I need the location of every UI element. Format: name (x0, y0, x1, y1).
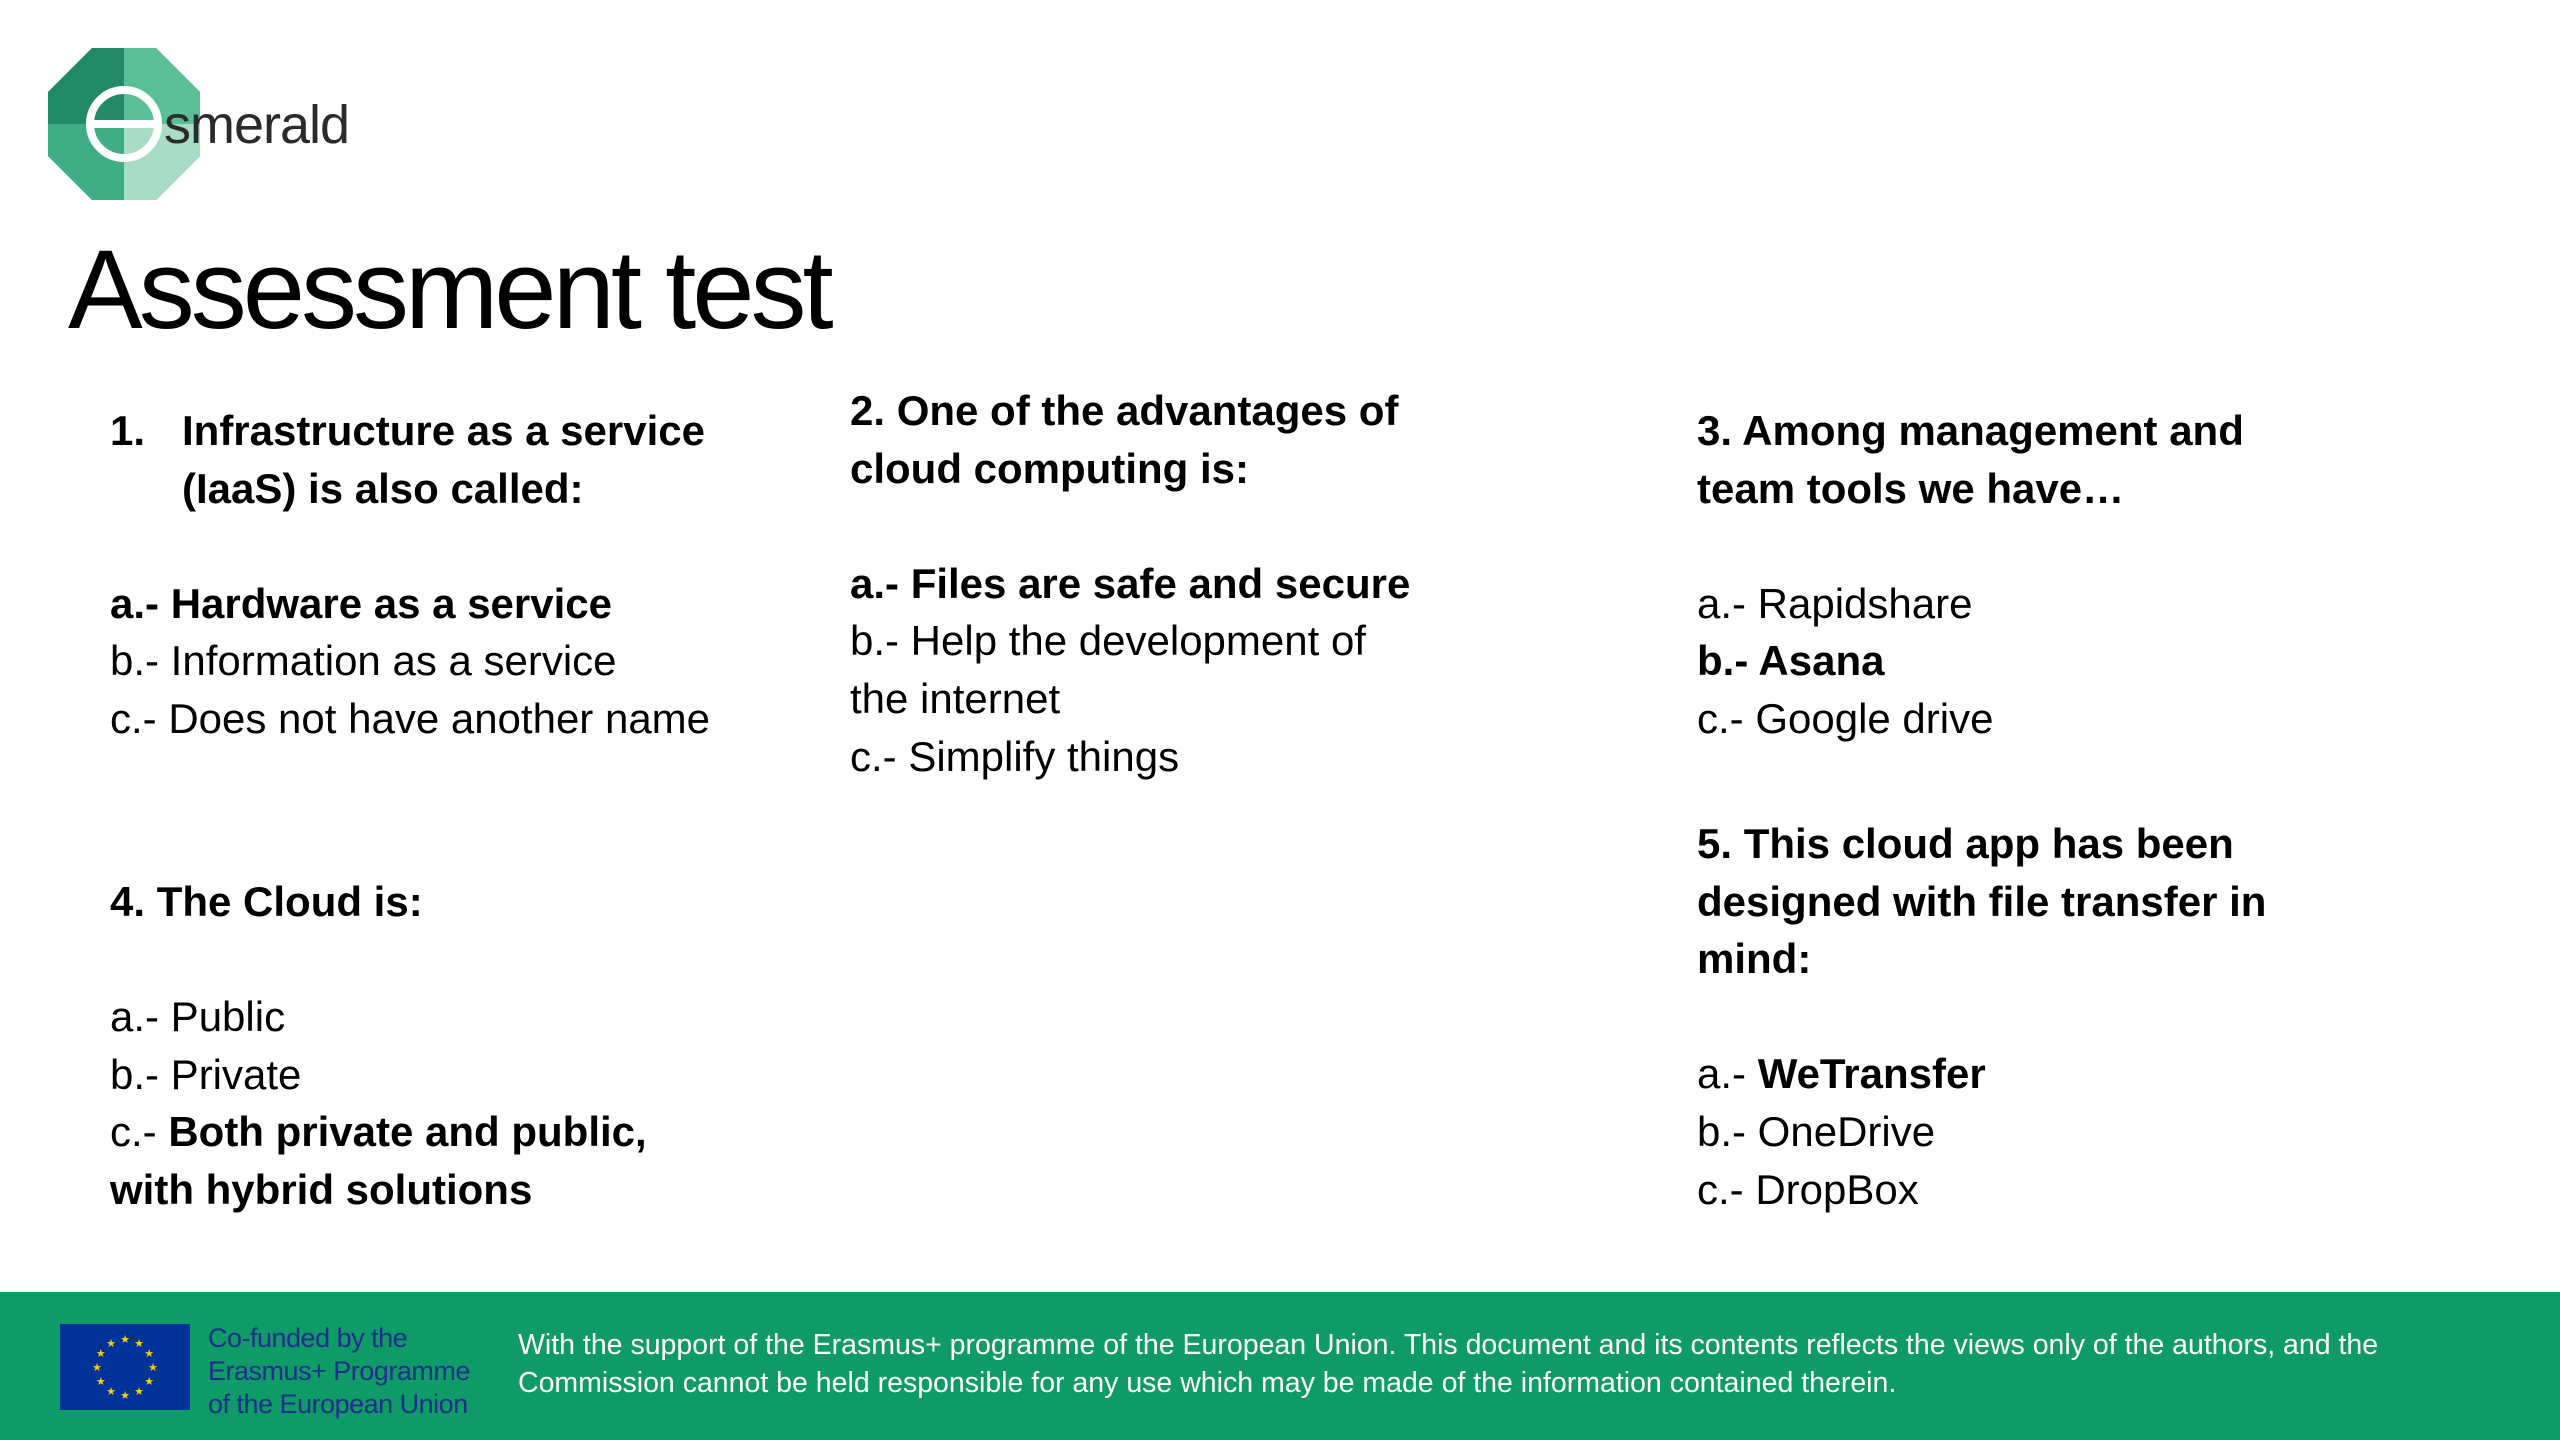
esmerald-logo (44, 48, 374, 200)
logo-text: smerald (164, 95, 350, 155)
question-5-option-b: b.- OneDrive (1697, 1107, 1936, 1155)
eu-star: ★ (92, 1362, 102, 1374)
eu-star: ★ (134, 1337, 144, 1350)
question-1-title (110, 402, 730, 517)
footer-disclaimer: With the support of the Erasmus+ programme of the European Union. This document and its contents reflects the views only of the authors, and the Commission cannot be held responsible for any use which may be made of the information contained therein. (518, 1329, 2379, 1399)
question-1 (110, 402, 730, 748)
question-5-option-a: a.- WeTransfer (1697, 1050, 1986, 1098)
question-1-number: 1. (110, 407, 146, 454)
eu-star: ★ (134, 1386, 144, 1399)
question-5-option-c: c.- DropBox (1697, 1165, 1919, 1213)
question-4-option-c: c.- Both private and public, with hybrid solutions (110, 1108, 647, 1213)
eu-star: ★ (120, 1390, 130, 1402)
question-2 (850, 382, 1430, 785)
question-3-text: 3. Among management and team tools we have… (1697, 407, 2244, 512)
question-1-option-b: b.- Information as a service (110, 637, 617, 685)
question-1-option-c: c.- Does not have another name (110, 694, 711, 742)
erasmus-label: Co-funded by the Erasmus+ Programme of the European Union (208, 1323, 470, 1419)
question-4-text: 4. The Cloud is: (110, 878, 423, 925)
question-5-text: 5. This cloud app has been designed with file transfer in mind: (1697, 820, 2267, 983)
eu-star: ★ (144, 1348, 155, 1360)
question-2-option-c: c.- Simplify things (850, 732, 1180, 780)
question-5 (1697, 815, 2317, 1218)
question-2-text: 2. One of the advantages of cloud computing is: (850, 387, 1399, 492)
page-title: Assessment test (68, 227, 830, 352)
question-1-text: Infrastructure as a service (IaaS) is also called: (182, 407, 705, 512)
eu-star: ★ (95, 1348, 106, 1360)
eu-star: ★ (95, 1376, 106, 1388)
question-2-option-b: b.- Help the development of the internet (850, 617, 1366, 722)
eu-star: ★ (144, 1376, 155, 1388)
question-3 (1697, 402, 2317, 748)
eu-star: ★ (120, 1334, 130, 1346)
eu-star: ★ (148, 1362, 158, 1374)
question-3-option-c: c.- Google drive (1697, 694, 1994, 742)
question-4-option-b: b.- Private (110, 1050, 302, 1098)
question-2-option-a: a.- Files are safe and secure (850, 559, 1411, 607)
eu-star: ★ (106, 1337, 116, 1350)
question-3-option-a: a.- Rapidshare (1697, 579, 1973, 627)
eu-flag-icon (60, 1324, 190, 1410)
question-4-option-a: a.- Public (110, 993, 286, 1041)
question-4 (110, 873, 730, 1219)
question-3-option-b: b.- Asana (1697, 637, 1885, 685)
question-1-option-a: a.- Hardware as a service (110, 579, 612, 627)
footer-bar (0, 1292, 2560, 1440)
eu-star: ★ (106, 1386, 116, 1399)
